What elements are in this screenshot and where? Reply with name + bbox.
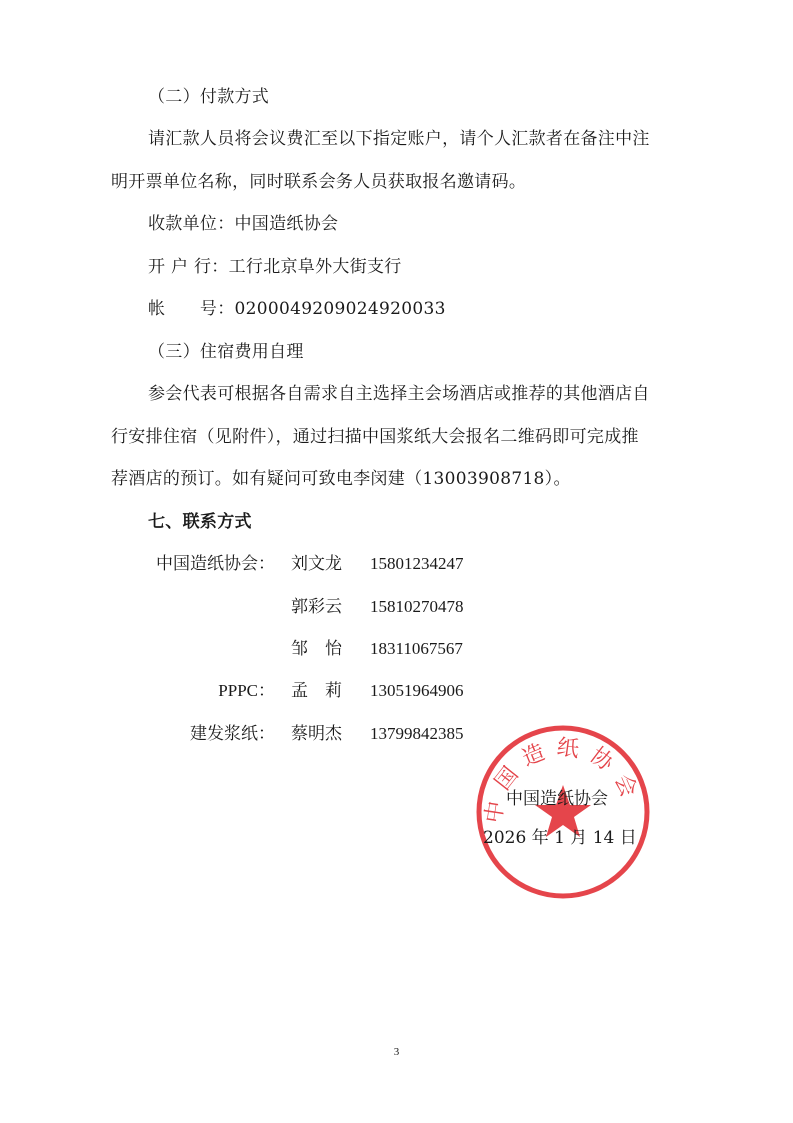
lodging-paragraph-line-3: 荐酒店的预订。如有疑问可致电李闵建（13003908718）。 — [111, 469, 571, 489]
account-line: 帐 号：0200049209024920033 — [148, 299, 446, 319]
payment-paragraph-line-2: 明开票单位名称，同时联系会务人员获取报名邀请码。 — [111, 172, 527, 192]
page-number: 3 — [393, 1046, 400, 1058]
payment-heading: （二）付款方式 — [148, 87, 270, 107]
contact-name: 郭彩云 — [291, 597, 342, 617]
bank-line: 开 户 行：工行北京阜外大街支行 — [148, 257, 402, 277]
signature-date: 2026 年 1 月 14 日 — [483, 828, 637, 848]
contact-org: 建发浆纸： — [190, 724, 275, 744]
contact-phone: 18311067567 — [370, 639, 463, 658]
contact-name: 孟 莉 — [291, 681, 342, 701]
contact-phone: 15810270478 — [370, 597, 464, 616]
contact-org: PPPC： — [218, 681, 275, 700]
lodging-paragraph-line-1: 参会代表可根据各自需求自主选择主会场酒店或推荐的其他酒店自 — [148, 384, 650, 404]
contact-org: 中国造纸协会： — [156, 554, 275, 574]
contact-phone: 13051964906 — [370, 681, 464, 700]
payment-paragraph-line-1: 请汇款人员将会议费汇至以下指定账户，请个人汇款者在备注中注 — [148, 129, 650, 149]
official-seal — [474, 723, 652, 901]
contact-name: 蔡明杰 — [291, 724, 342, 744]
contact-phone: 15801234247 — [370, 554, 464, 573]
contact-name: 刘文龙 — [291, 554, 342, 574]
lodging-heading: （三）住宿费用自理 — [148, 342, 304, 362]
contact-name: 邹 怡 — [291, 639, 342, 659]
contact-heading: 七、联系方式 — [148, 512, 252, 532]
signature-org: 中国造纸协会 — [506, 789, 608, 809]
payee-line: 收款单位：中国造纸协会 — [148, 214, 339, 234]
lodging-paragraph-line-2: 行安排住宿（见附件），通过扫描中国浆纸大会报名二维码即可完成推 — [111, 427, 639, 447]
seal-text-path: 中国造纸协会 — [481, 734, 645, 825]
contact-phone: 13799842385 — [370, 724, 464, 743]
